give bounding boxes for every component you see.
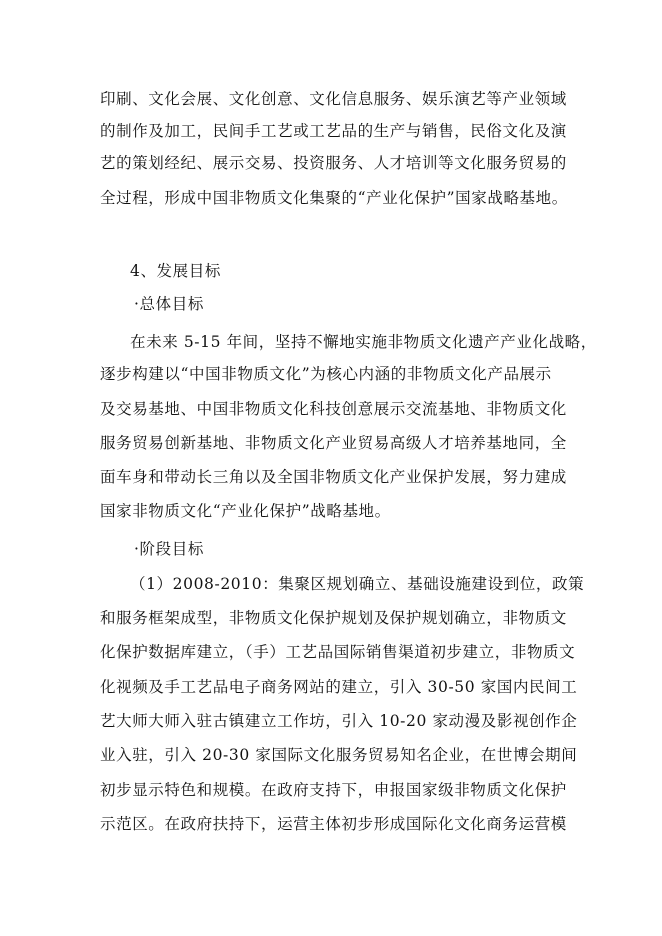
paragraph-2-line-1: 在未来 5-15 年间，坚持不懈地实施非物质文化遗产产业化战略， — [130, 333, 597, 351]
paragraph-3-line-5: 艺大师大师入驻古镇建立工作坊，引入 10-20 家动漫及影视创作企 — [100, 712, 578, 730]
paragraph-3-line-3: 化保护数据库建立，（手）工艺品国际销售渠道初步建立，非物质文 — [100, 643, 576, 661]
paragraph-2-line-4: 服务贸易创新基地、非物质文化产业贸易高级人才培养基地同，全 — [100, 434, 567, 452]
paragraph-3-line-2: 和服务框架成型，非物质文化保护规划及保护规划确立，非物质文 — [100, 609, 567, 627]
paragraph-3-line-8: 示范区。在政府扶持下，运营主体初步形成国际化文化商务运营模 — [100, 815, 567, 833]
paragraph-2-line-3: 及交易基地、中国非物质文化科技创意展示交流基地、非物质文化 — [100, 400, 567, 418]
paragraph-3-line-1: （1）2008-2010：集聚区规划确立、基础设施建设到位，政策 — [130, 575, 585, 593]
paragraph-2-line-2: 逐步构建以“中国非物质文化”为核心内涵的非物质文化产品展示 — [100, 365, 552, 383]
paragraph-2-line-5: 面车身和带动长三角以及全国非物质文化产业保护发展，努力建成 — [100, 468, 567, 486]
paragraph-3-line-4: 化视频及手工艺品电子商务网站的建立，引入 30-50 家国内民间工 — [100, 678, 578, 696]
paragraph-3-line-7: 初步显示特色和规模。在政府支持下，申报国家级非物质文化保护 — [100, 781, 567, 799]
paragraph-1-line-2: 的制作及加工，民间手工艺或工艺品的生产与销售，民俗文化及演 — [100, 122, 567, 140]
paragraph-1-line-1: 印刷、文化会展、文化创意、文化信息服务、娱乐演艺等产业领域 — [100, 90, 567, 108]
bullet-overall-goal: ·总体目标 — [134, 295, 204, 313]
paragraph-1-line-3: 艺的策划经纪、展示交易、投资服务、人才培训等文化服务贸易的 — [100, 154, 567, 172]
section-heading: 4、发展目标 — [130, 262, 221, 280]
paragraph-1-line-4: 全过程，形成中国非物质文化集聚的“产业化保护”国家战略基地。 — [100, 189, 568, 207]
paragraph-2-line-6: 国家非物质文化“产业化保护”战略基地。 — [100, 502, 391, 520]
bullet-stage-goal: ·阶段目标 — [134, 540, 204, 558]
paragraph-3-line-6: 业入驻，引入 20-30 家国际文化服务贸易知名企业，在世博会期间 — [100, 746, 578, 764]
